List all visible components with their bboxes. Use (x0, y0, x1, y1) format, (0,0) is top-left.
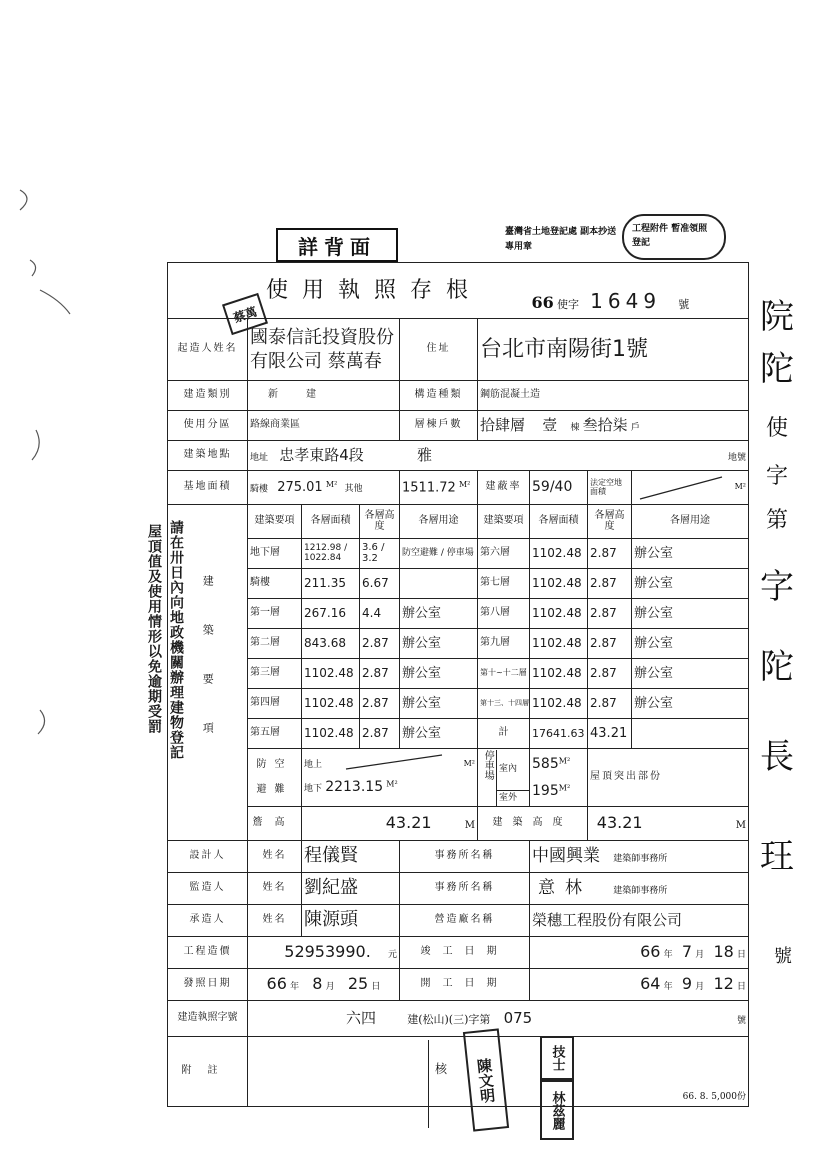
floor-height: 2.87 (360, 659, 400, 689)
build-height-label: 建築高度 (478, 807, 588, 841)
legal-area-unit: M² (734, 482, 747, 492)
floor-total-use (632, 719, 749, 749)
stamp-eng: 技士 (540, 1036, 574, 1080)
floor-use: 辦公室 (400, 719, 478, 749)
site-num-label: 地號 (728, 452, 747, 463)
col-items-left: 建築要項 (248, 505, 302, 539)
floors-label: 層棟戶數 (400, 411, 478, 441)
eave-value: 43.21 (385, 813, 432, 833)
number-prefix: 66 (531, 293, 554, 312)
col-use-right: 各層用途 (632, 505, 749, 539)
shelter-below-value: 2213.15 (325, 779, 384, 796)
parking-outdoor-label: 室外 (499, 792, 518, 803)
complete-month-unit: 月 (695, 950, 705, 961)
unit-prefix: 棟 (570, 422, 580, 433)
number-suffix: 號 (678, 298, 690, 311)
structure-value: 鋼筋混凝土造 (478, 381, 749, 411)
shelter-label-bottom: 避難 (256, 783, 293, 795)
right-margin-c8: 長 (760, 737, 794, 777)
site-label: 建築地點 (168, 441, 248, 471)
contractor-name: 陳源頭 (302, 905, 400, 937)
floor-area: 1102.48 (530, 629, 588, 659)
floor-row (168, 569, 749, 599)
floor-height: 2.87 (588, 599, 632, 629)
permit-district: 建(松山)(三)字第 (407, 1012, 491, 1026)
right-margin-c9: 玨 (760, 837, 794, 877)
start-year: 64 (640, 974, 661, 994)
detail-box (276, 228, 398, 262)
right-margin (756, 297, 832, 1000)
issue-year: 66 (266, 974, 287, 994)
floor-name: 第三層 (248, 659, 302, 689)
owner-stamp: 蔡萬 (222, 293, 268, 335)
coverage-label: 建蔽率 (478, 471, 530, 505)
floor-height: 2.87 (588, 659, 632, 689)
right-margin-c6: 字 (760, 567, 794, 607)
floor-height: 2.87 (360, 719, 400, 749)
complete-day-unit: 日 (737, 950, 747, 961)
building-items-label: 建築要項 (201, 574, 215, 771)
designer-office-label: 事務所名稱 (400, 841, 530, 873)
floor-name: 第十三、十四層 (478, 689, 530, 719)
parking-indoor-unit: M² (558, 756, 571, 766)
floor-name: 第二層 (248, 629, 302, 659)
stamp-check-frame (428, 1040, 465, 1128)
floor-area: 1212.98 / 1022.84 (302, 539, 360, 569)
build-height-value: 43.21 (596, 813, 643, 833)
owner-label: 起造人姓名 (168, 319, 248, 381)
designer-office: 中國興業 (532, 845, 601, 866)
supervisor-office: 意林 (538, 877, 593, 898)
shelter-above-strike (342, 751, 452, 771)
floor-name: 第四層 (248, 689, 302, 719)
floor-area: 211.35 (302, 569, 360, 599)
designer-name: 程儀賢 (302, 841, 400, 873)
floor-area: 1102.48 (302, 689, 360, 719)
floor-area: 1102.48 (302, 719, 360, 749)
floor-height: 2.87 (588, 629, 632, 659)
right-margin-c5: 第 (766, 508, 789, 533)
side-note-col2: 屋頂值及使用情形以免逾期受罰 (146, 524, 162, 734)
arcade-area: 275.01 (277, 479, 323, 495)
issue-month-unit: 月 (325, 982, 335, 993)
col-height-right: 各層高度 (588, 505, 632, 539)
floor-name: 第八層 (478, 599, 530, 629)
build-type-value: 新建 (248, 381, 400, 411)
cost-value: 52953990. (284, 942, 371, 962)
right-margin-c4: 字 (766, 464, 789, 489)
permit-suffix: 號 (737, 1015, 747, 1026)
legal-area-strike (632, 471, 742, 501)
parking-label: 停車場 (478, 750, 497, 791)
floor-name: 第七層 (478, 569, 530, 599)
floor-height: 2.87 (360, 629, 400, 659)
address-value: 台北市南陽街1號 (478, 319, 749, 381)
stamp-check: 核 (435, 1062, 448, 1076)
start-month: 9 (681, 974, 693, 994)
parking-indoor-label: 室內 (499, 764, 518, 775)
supervisor-office-suffix: 建築師事務所 (613, 885, 668, 896)
issue-month: 8 (312, 974, 323, 994)
floor-height: 2.87 (588, 569, 632, 599)
build-type-label: 建造類別 (168, 381, 248, 411)
zone-value: 路線商業區 (248, 411, 400, 441)
unit-suffix: 戶 (630, 422, 640, 433)
supervisor-name: 劉紀盛 (302, 873, 400, 905)
form-title: 使用執照存根 (266, 277, 483, 303)
complete-month: 7 (681, 942, 693, 962)
start-day: 12 (713, 974, 734, 994)
floor-name: 騎樓 (248, 569, 302, 599)
floor-total-height: 43.21 (588, 719, 632, 749)
number-mid: 使字 (556, 298, 579, 311)
col-use-left: 各層用途 (400, 505, 478, 539)
top-stamp-right: 工程附件 暫准領照登記 (622, 214, 726, 260)
complete-year: 66 (640, 942, 661, 962)
floor-name: 第九層 (478, 629, 530, 659)
start-month-unit: 月 (695, 982, 705, 993)
floor-area: 1102.48 (302, 659, 360, 689)
floor-row (168, 659, 749, 689)
floor-height: 6.67 (360, 569, 400, 599)
floor-area: 843.68 (302, 629, 360, 659)
floor-row (168, 599, 749, 629)
floor-total-label: 計 (478, 719, 530, 749)
zone-label: 使用分區 (168, 411, 248, 441)
structure-label: 構造種類 (400, 381, 478, 411)
contractor-factory: 榮穗工程股份有限公司 (530, 905, 749, 937)
site-sub-label: 地址 (250, 452, 269, 463)
issue-day: 25 (347, 974, 369, 994)
floor-use: 辦公室 (632, 689, 749, 719)
coverage-value: 59/40 (532, 479, 573, 496)
right-margin-c7: 陀 (760, 647, 794, 687)
floor-name: 第五層 (248, 719, 302, 749)
contractor-name-label: 姓名 (248, 905, 302, 937)
stamp-name1: 陳文明 (463, 1028, 509, 1131)
floor-row (168, 689, 749, 719)
floor-height: 4.4 (360, 599, 400, 629)
right-margin-c10: 號 (774, 946, 792, 967)
floor-use: 辦公室 (632, 569, 749, 599)
shelter-label-top: 防空 (256, 759, 293, 770)
other-label: 其他 (344, 483, 363, 494)
start-label: 開工日期 (400, 969, 530, 1001)
right-margin-c3: 使 (766, 416, 789, 441)
issue-label: 發照日期 (168, 969, 248, 1001)
site-note: 雅 (416, 445, 432, 464)
unit-value: 叁拾柒 (582, 415, 628, 434)
floor-area: 1102.48 (530, 539, 588, 569)
parking-outdoor-unit: M² (558, 783, 571, 793)
designer-label: 設計人 (168, 841, 248, 873)
floor-row (168, 539, 749, 569)
floor-use: 辦公室 (400, 689, 478, 719)
supervisor-name-label: 姓名 (248, 873, 302, 905)
floor-height: 2.87 (588, 689, 632, 719)
floor-row (168, 719, 749, 749)
complete-day: 18 (713, 942, 734, 962)
designer-name-label: 姓名 (248, 841, 302, 873)
right-margin-c1: 院 (760, 297, 794, 337)
supervisor-office-label: 事務所名稱 (400, 873, 530, 905)
parking-outdoor-value: 195 (532, 782, 559, 799)
arcade-unit: M² (325, 479, 338, 489)
floor-use: 辦公室 (632, 539, 749, 569)
designer-office-suffix: 建築師事務所 (613, 853, 668, 864)
shelter-below-label: 地下 (304, 784, 323, 795)
shelter-above-label: 地上 (304, 759, 323, 770)
parking-indoor-value: 585 (532, 755, 559, 772)
other-area: 1511.72 (402, 479, 456, 495)
floor-height: 3.6 / 3.2 (360, 539, 400, 569)
detail-box-label: 詳背面 (298, 234, 376, 259)
permit-number: 075 (503, 1008, 533, 1027)
build-height-unit: M (735, 820, 747, 832)
floor-row (168, 629, 749, 659)
floor-area: 267.16 (302, 599, 360, 629)
issue-day-unit: 日 (371, 982, 381, 993)
owner-value: 國泰信託投資股份有限公司 蔡萬春 (248, 319, 400, 381)
floors-value: 拾肆層 (480, 415, 526, 434)
issue-year-unit: 年 (290, 982, 300, 993)
floor-name: 地下層 (248, 539, 302, 569)
right-margin-c2: 陀 (760, 349, 794, 389)
other-unit: M² (458, 479, 471, 489)
roof-label: 屋頂突出部份 (588, 749, 749, 807)
number-value: 1649 (590, 289, 662, 313)
side-note-col1: 請在卅日內向地政機關辦理建物登記 (168, 520, 184, 760)
scan-marks (0, 150, 80, 850)
supervisor-label: 監造人 (168, 873, 248, 905)
floor-name: 第十~十二層 (478, 659, 530, 689)
floor-area: 1102.48 (530, 689, 588, 719)
permit-form-table (167, 262, 749, 1107)
building-count: 壹 (542, 415, 558, 434)
floor-height: 2.87 (360, 689, 400, 719)
address-label: 住址 (400, 319, 478, 381)
permit-label: 建造執照字號 (168, 1001, 248, 1037)
shelter-below-unit: M² (386, 780, 398, 790)
floor-total-area: 17641.63 (530, 719, 588, 749)
base-area-label: 基地面積 (168, 471, 248, 505)
floor-area: 1102.48 (530, 569, 588, 599)
floor-use: 辦公室 (632, 659, 749, 689)
contractor-label: 承造人 (168, 905, 248, 937)
start-day-unit: 日 (737, 982, 747, 993)
start-year-unit: 年 (663, 982, 673, 993)
floor-use: 辦公室 (632, 599, 749, 629)
floor-height: 2.87 (588, 539, 632, 569)
floor-use: 辦公室 (400, 629, 478, 659)
col-area-left: 各層面積 (302, 505, 360, 539)
remarks-footer-print: 66. 8. 5,000份 (682, 1091, 747, 1102)
floor-name: 第一層 (248, 599, 302, 629)
eave-unit: M (464, 820, 475, 832)
legal-area-label: 法定空地面積 (588, 471, 632, 505)
col-items-right: 建築要項 (478, 505, 530, 539)
top-stamp-left: 臺灣省土地登記處 副本抄送專用章 (505, 227, 617, 252)
floor-use: 辦公室 (632, 629, 749, 659)
remarks-label: 附註 (168, 1037, 248, 1107)
eave-label: 簷高 (248, 807, 302, 841)
floor-use: 辦公室 (400, 659, 478, 689)
floor-use: 辦公室 (400, 599, 478, 629)
floor-area: 1102.48 (530, 659, 588, 689)
shelter-above-unit: M² (463, 758, 475, 768)
col-area-right: 各層面積 (530, 505, 588, 539)
complete-label: 竣工日期 (400, 937, 530, 969)
stamp-name2: 林茲麗 (540, 1080, 574, 1140)
permit-prefix: 六四 (346, 1008, 377, 1027)
floor-use (400, 569, 478, 599)
floor-area: 1102.48 (530, 599, 588, 629)
contractor-factory-label: 營造廠名稱 (400, 905, 530, 937)
cost-unit: 元 (387, 950, 397, 961)
floor-name: 第六層 (478, 539, 530, 569)
arcade-label: 騎樓 (250, 483, 269, 494)
floor-use: 防空避難 / 停車場 (400, 539, 478, 569)
complete-year-unit: 年 (663, 950, 673, 961)
site-value: 忠孝東路4段 (279, 445, 364, 464)
col-height-left: 各層高度 (360, 505, 400, 539)
cost-label: 工程造價 (168, 937, 248, 969)
